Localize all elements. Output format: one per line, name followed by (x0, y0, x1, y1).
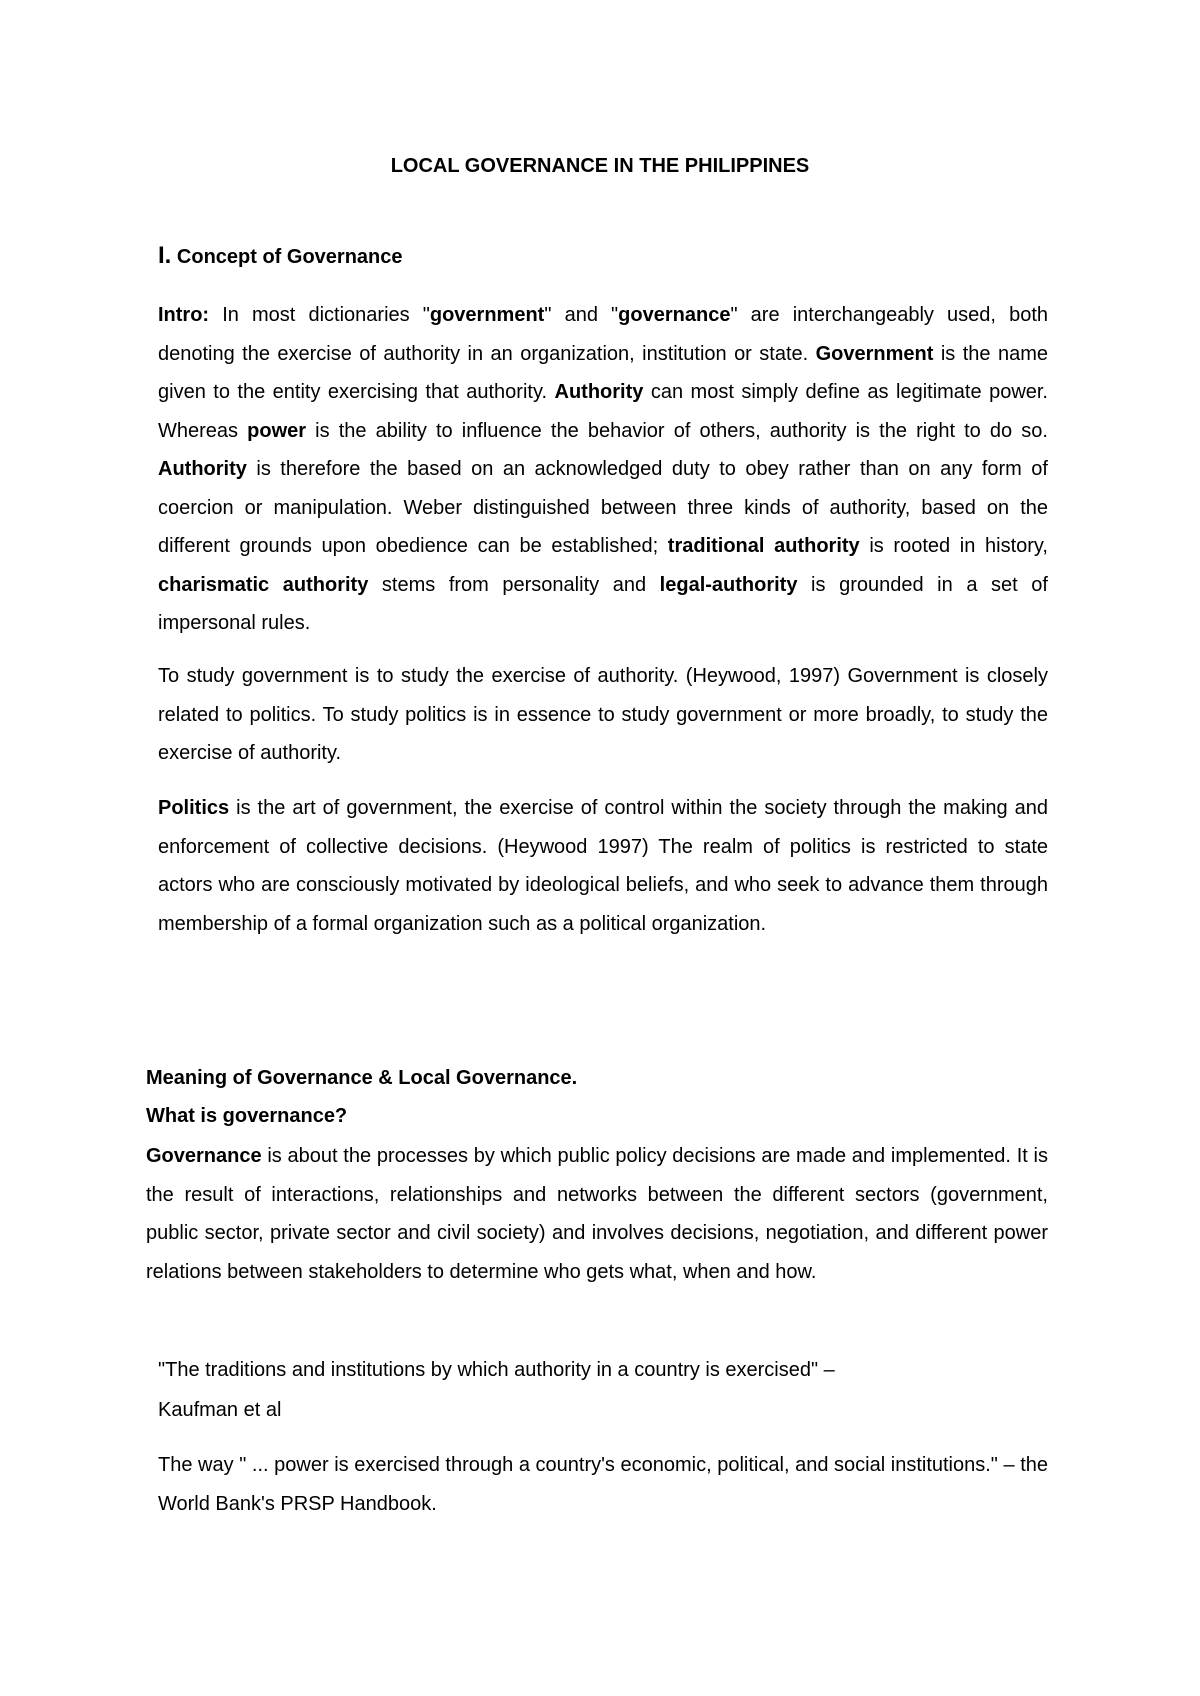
term-power: power (247, 419, 307, 442)
politics-text: is the art of government, the exercise of control within the society through the making and enforcement of collective decisions. (Heywood 1997) The realm of politics is restricted to state actors who are consciously motivated by ideological beliefs, and who seek to advance them through membership of a formal organization such as a political organization. (158, 797, 1048, 935)
intro-text: is therefore the based on an acknowledged duty to obey rather than on any form of coercion or manipulation. Weber distinguished between three kinds of authority, based on the different grounds upon obedience can be established; (158, 458, 1048, 557)
intro-text: can most simply define as legitimate power. Whereas (158, 381, 1048, 442)
paragraph-governance (146, 1137, 1048, 1291)
term-government: Government (815, 342, 934, 365)
section-number: I. (158, 242, 172, 269)
intro-text: is the ability to influence the behavior of others, authority is the right to do so. (306, 419, 1048, 442)
quote-world-bank: The way " ... power is exercised through a country's economic, political, and social institutions." – the World Bank's PRSP Handbook. (158, 1454, 1048, 1515)
term-charismatic-authority: charismatic authority (158, 573, 369, 596)
intro-paragraph (158, 296, 1048, 643)
heading-meaning-of-governance: Meaning of Governance & Local Governance. (146, 1067, 578, 1089)
document-title: LOCAL GOVERNANCE IN THE PHILIPPINES (390, 155, 810, 177)
term-authority: Authority (158, 458, 247, 480)
subheading-what-is-governance: What is governance? (146, 1105, 348, 1127)
section-heading (158, 242, 403, 270)
term-government: government (429, 304, 545, 326)
term-legal-authority: legal-authority (659, 573, 798, 596)
section-title: Concept of Governance (176, 246, 403, 268)
term-governance: governance (618, 304, 731, 326)
intro-text: " are interchangeably used, both denoting the exercise of authority in an organization, institution or state. (158, 304, 1049, 365)
intro-text: is rooted in history, (859, 535, 1048, 557)
intro-text: stems from personality and (368, 573, 660, 596)
intro-text: is the name given to the entity exercising that authority. (158, 342, 1048, 403)
intro-text: " and " (544, 304, 619, 326)
paragraph-study-government: To study government is to study the exercise of authority. (Heywood, 1997) Government is closely related to politics. To study politics is in essence to study government or more broadly, to study the exercise of authority. (158, 665, 1048, 764)
intro-text: In most dictionaries " (209, 304, 430, 326)
term-politics: Politics (158, 797, 230, 819)
intro-text: is grounded in a set of impersonal rules. (158, 573, 1048, 634)
intro-label: Intro: (158, 304, 210, 326)
quote-kaufman: "The traditions and institutions by which authority in a country is exercised" – (158, 1359, 835, 1381)
term-authority: Authority (554, 381, 644, 403)
governance-text: is about the processes by which public policy decisions are made and implemented. It is the result of interactions, relationships and networks between the different sectors (government, public sector, private sector and civil society) and involves decisions, negotiation, and different power relations between stakeholders to determine who gets what, when and how. (146, 1145, 1048, 1283)
term-traditional-authority: traditional authority (667, 535, 860, 557)
quote-kaufman-attribution: Kaufman et al (158, 1399, 282, 1421)
term-governance: Governance (146, 1145, 262, 1167)
paragraph-politics (158, 789, 1048, 943)
